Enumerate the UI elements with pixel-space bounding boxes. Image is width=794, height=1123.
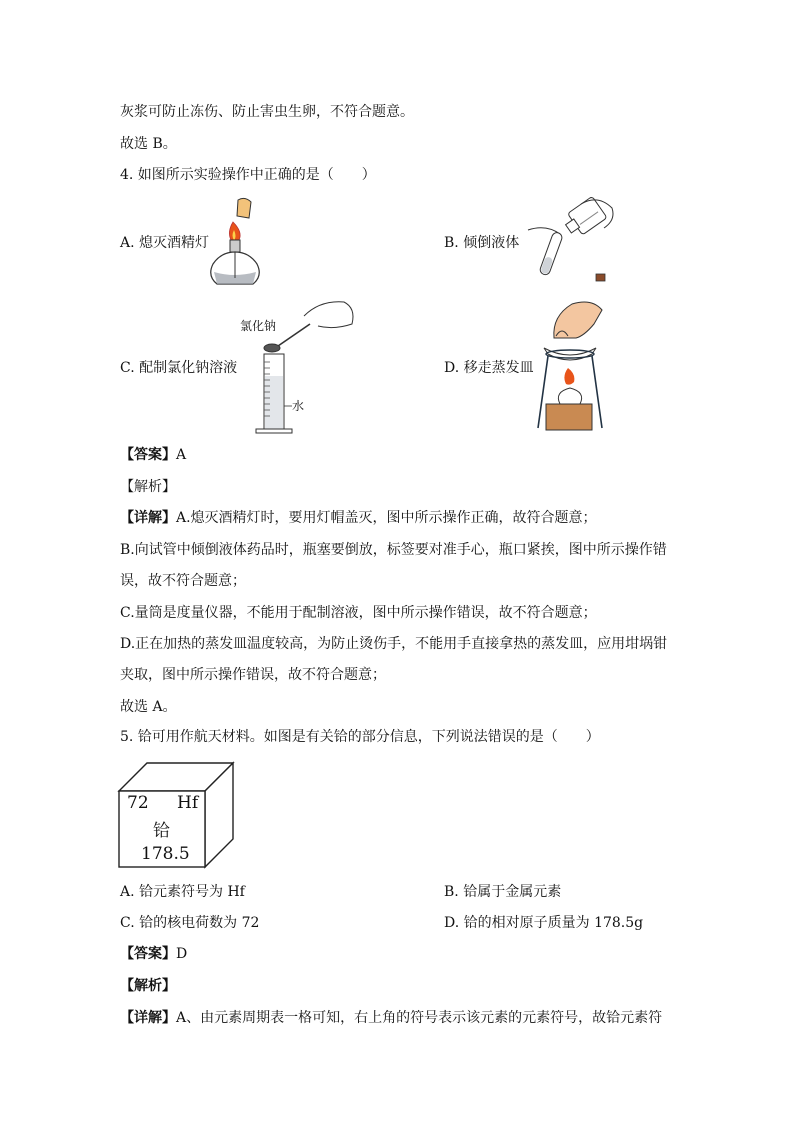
q4-answer: 【答案】A — [120, 447, 187, 463]
atomic-mass: 178.5 — [141, 844, 190, 864]
q4-detail-line: 误，故不符合题意； — [120, 573, 246, 589]
text-line: 故选 B。 — [120, 136, 177, 152]
water-label: 水 — [292, 399, 305, 413]
element-cell — [117, 761, 237, 869]
evaporating-dish-figure — [532, 296, 608, 436]
q5-option-a: A. 铪元素符号为 Hf — [120, 884, 245, 900]
option-b: B. 倾倒液体 — [444, 235, 520, 251]
q4-detail-line: C.量筒是度量仪器，不能用于配制溶液，图中所示操作错误，故不符合题意； — [120, 605, 597, 621]
q5-answer: 【答案】D — [120, 946, 188, 962]
q5-option-c: C. 铪的核电荷数为 72 — [120, 915, 260, 931]
element-symbol: Hf — [177, 793, 199, 813]
option-a: A. 熄灭酒精灯 — [120, 235, 210, 251]
q4-detail-line: 【详解】A.熄灭酒精灯时，要用灯帽盖灭，图中所示操作正确，故符合题意； — [120, 510, 597, 526]
text-line: 灰浆可防止冻伤、防止害虫生卵，不符合题意。 — [120, 104, 414, 120]
q5-analysis-tag: 【解析】 — [120, 978, 176, 994]
q4-detail-line: 夹取，图中所示操作错误，故不符合题意； — [120, 667, 386, 683]
q4-detail-line: D.正在加热的蒸发皿温度较高，为防止烫伤手，不能用手直接拿热的蒸发皿，应用坩埚钳 — [120, 636, 668, 652]
pouring-liquid-figure — [526, 194, 618, 290]
question-4-stem: 4. 如图所示实验操作中正确的是（ ） — [120, 167, 376, 183]
option-c: C. 配制氯化钠溶液 — [120, 360, 238, 376]
q4-detail-line: B.向试管中倾倒液体药品时，瓶塞要倒放，标签要对准手心，瓶口紧挨，图中所示操作错 — [120, 542, 667, 558]
q5-option-d: D. 铪的相对原子质量为 178.5g — [444, 915, 644, 931]
salt-label: 氯化钠 — [240, 319, 277, 333]
alcohol-lamp-figure — [205, 194, 267, 290]
q5-option-b: B. 铪属于金属元素 — [444, 884, 562, 900]
measuring-cylinder-figure — [234, 296, 358, 436]
element-name: 铪 — [153, 821, 170, 841]
option-d: D. 移走蒸发皿 — [444, 360, 534, 376]
q4-analysis-tag: 【解析】 — [120, 479, 176, 495]
q4-detail-line: 故选 A。 — [120, 699, 177, 715]
atomic-number: 72 — [127, 793, 149, 813]
q5-detail-line: 【详解】A、由元素周期表一格可知，右上角的符号表示该元素的元素符号，故铪元素符 — [120, 1010, 663, 1026]
question-5-stem: 5. 铪可用作航天材料。如图是有关铪的部分信息，下列说法错误的是（ ） — [120, 729, 600, 745]
